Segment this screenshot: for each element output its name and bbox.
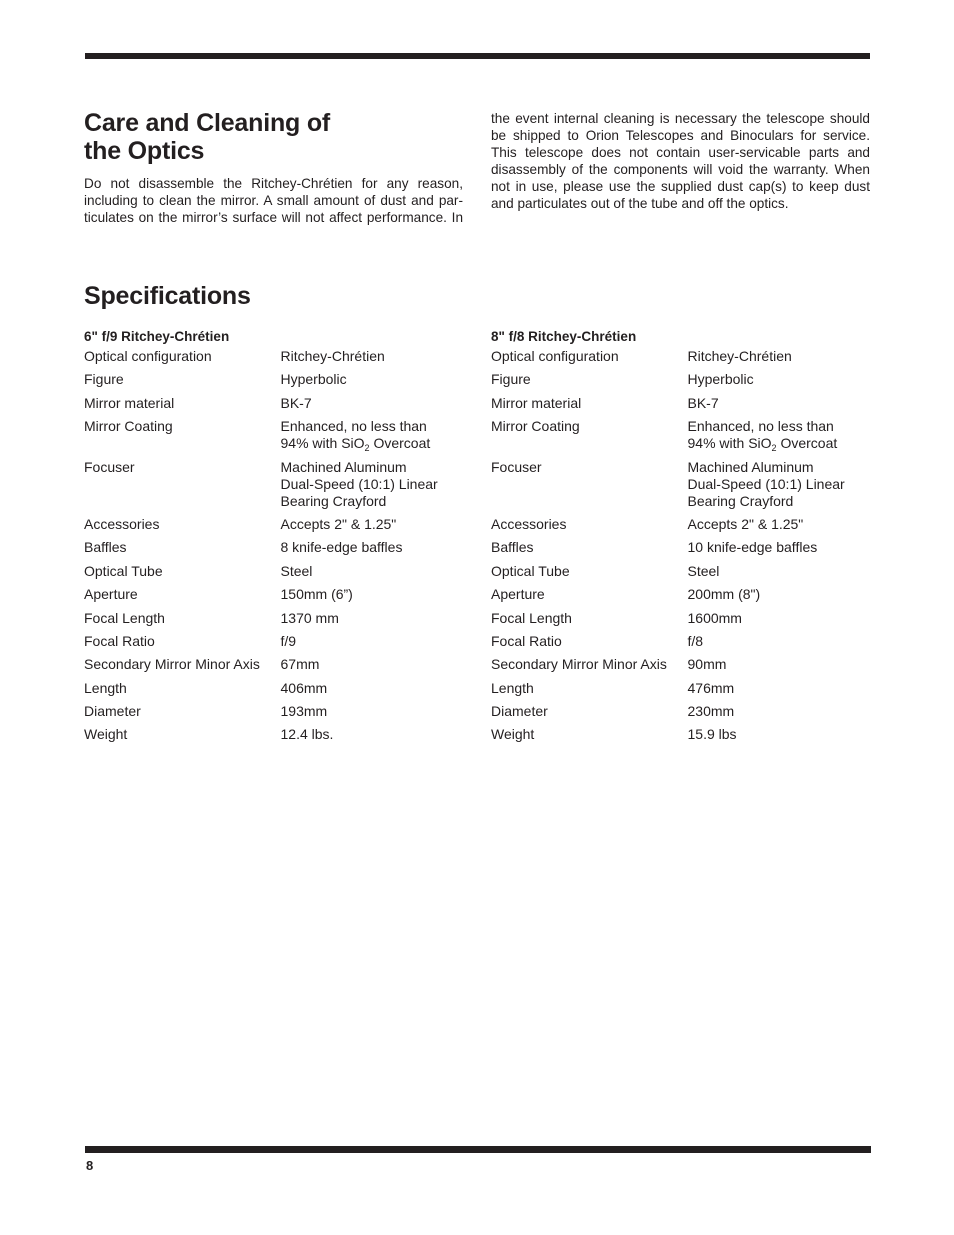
spec-value: Accepts 2" & 1.25" [687,515,804,532]
spec-value-text: Overcoat [369,435,431,452]
spec-label: Secondary Mirror Minor Axis [491,656,667,673]
spec-row [84,395,464,418]
spec-label: Optical Tube [84,562,163,579]
spec-value-subscript: 2 [364,443,370,454]
care-paragraph-left [84,175,463,226]
spec-row [491,656,871,679]
paragraph-line: This telescope does not contain user-servicable parts and [491,145,870,160]
spec-row [84,348,464,371]
spec-value: BK-7 [687,394,719,411]
spec-table-6in [84,328,464,750]
spec-table-heading: 8" f/8 Ritchey-Chrétien [491,329,637,344]
spec-label: Mirror material [491,394,582,411]
top-rule [85,53,870,59]
spec-value: 193mm [280,703,328,720]
care-paragraph-right [491,110,870,212]
spec-value: Ritchey-Chrétien [687,348,792,364]
paragraph-line: and particulates out of the tube and off the optics. [491,196,789,211]
spec-value: 10 knife-edge baffles [687,539,818,556]
spec-value: BK-7 [280,394,312,411]
spec-value: Steel [280,562,313,579]
spec-label: Figure [84,371,124,388]
spec-label: Focuser [84,458,135,475]
spec-value: f/8 [687,632,704,649]
spec-value: 15.9 lbs [687,726,737,743]
spec-row [84,371,464,394]
spec-label: Optical configuration [84,348,212,364]
specifications-heading: Specifications [84,282,251,310]
spec-label: Baffles [491,539,534,556]
spec-value: 90mm [687,656,727,673]
spec-row [491,680,871,703]
page-number: 8 [86,1158,94,1173]
paragraph-line: not in use, please use the supplied dust cap(s) to keep dust [491,179,870,194]
spec-row [491,459,871,516]
spec-label: Optical configuration [491,348,619,364]
spec-label: Mirror material [84,394,175,411]
spec-table-8in [491,328,871,750]
spec-label: Mirror Coating [491,418,580,435]
spec-row [491,418,871,458]
spec-row [491,395,871,418]
spec-value: 1600mm [687,609,742,626]
spec-value: 150mm (6”) [280,586,353,603]
spec-label: Focal Length [491,609,572,626]
care-cleaning-heading [84,109,464,165]
spec-row [491,610,871,633]
spec-label: Length [491,679,534,696]
spec-value-subscript: 2 [771,443,777,454]
spec-label: Weight [84,726,128,743]
paragraph-line: ticulates on the mirror’s surface will not affect performance. In [84,210,463,225]
spec-row [84,586,464,609]
paragraph-line: disassembly of the components will void the warranty. When [491,162,870,177]
spec-value: 67mm [280,656,320,673]
spec-label: Diameter [491,703,548,720]
spec-value: 1370 mm [280,609,339,626]
spec-value: 12.4 lbs. [280,726,334,743]
paragraph-line: the event internal cleaning is necessary the telescope should [491,111,870,126]
spec-label: Mirror Coating [84,418,173,435]
spec-row [84,610,464,633]
spec-label: Diameter [84,703,141,720]
spec-row [84,459,464,516]
spec-value: Hyperbolic [687,371,754,388]
spec-row [84,563,464,586]
spec-row [84,656,464,679]
spec-row [491,371,871,394]
spec-value [281,418,465,452]
spec-row [84,516,464,539]
spec-row [491,348,871,371]
spec-label: Secondary Mirror Minor Axis [84,656,260,673]
spec-row [491,563,871,586]
spec-value-text: Overcoat [776,435,838,452]
paragraph-line: be shipped to Orion Telescopes and Binoculars for service. [491,128,870,143]
spec-label: Figure [491,371,531,388]
spec-row [84,418,464,458]
spec-value: Machined Aluminum Dual-Speed (10:1) Linear Bearing Crayford [687,458,845,509]
spec-row [84,680,464,703]
spec-value: 200mm (8") [687,586,761,603]
spec-value-text: Enhanced, no less than 94% with SiO [280,418,427,452]
spec-value: Ritchey-Chrétien [280,348,385,364]
spec-label: Length [84,679,127,696]
spec-row [491,539,871,562]
spec-row [84,633,464,656]
spec-row [491,516,871,539]
care-title-line2: the Optics [84,137,205,165]
spec-label: Focal Length [84,609,165,626]
paragraph-line: Do not disassemble the Ritchey-Chrétien for any reason, [84,176,463,191]
spec-value: 406mm [280,679,328,696]
spec-row [84,539,464,562]
spec-label: Accessories [491,515,567,532]
spec-value-text: Enhanced, no less than 94% with SiO [687,418,834,452]
spec-label: Aperture [84,586,138,603]
spec-value: f/9 [280,632,297,649]
spec-row [491,586,871,609]
spec-value: Steel [687,562,720,579]
spec-row [84,703,464,726]
spec-value [688,418,872,452]
spec-row [491,703,871,726]
spec-label: Focal Ratio [84,632,155,649]
spec-row [491,726,871,749]
care-title-line1: Care and Cleaning of [84,109,331,137]
spec-value: 476mm [687,679,735,696]
spec-label: Optical Tube [491,562,570,579]
bottom-rule [85,1146,871,1153]
spec-label: Aperture [491,586,545,603]
spec-row [491,633,871,656]
spec-value: Hyperbolic [280,371,347,388]
spec-label: Focuser [491,458,542,475]
spec-label: Accessories [84,515,160,532]
spec-label: Weight [491,726,535,743]
spec-value: 230mm [687,703,735,720]
spec-value: 8 knife-edge baffles [280,539,403,556]
spec-label: Focal Ratio [491,632,562,649]
spec-value: Accepts 2" & 1.25" [280,515,397,532]
paragraph-line: including to clean the mirror. A small amount of dust and par- [84,193,463,208]
spec-table-heading: 6" f/9 Ritchey-Chrétien [84,329,230,344]
spec-row [84,726,464,749]
spec-value: Machined Aluminum Dual-Speed (10:1) Linear Bearing Crayford [280,458,438,509]
spec-label: Baffles [84,539,127,556]
